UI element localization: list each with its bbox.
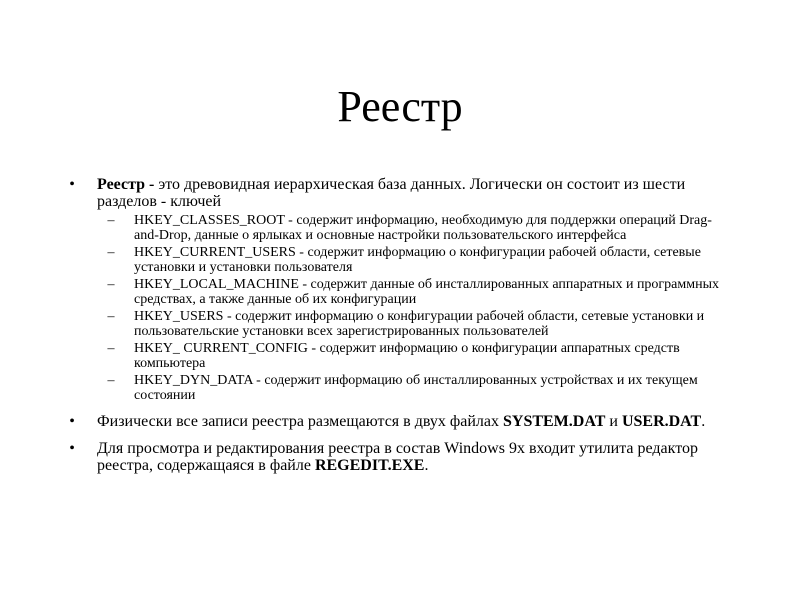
slide-content bbox=[66, 176, 726, 474]
bullet-text bbox=[97, 176, 685, 210]
bullet-text-regular: Для просмотра и редактирования реестра в состав Windows 9x входит утилита редактор реестра, содержащаяся в файле bbox=[97, 440, 698, 474]
subitem-text: HKEY_ CURRENT_CONFIG - содержит информацию о конфигурации аппаратных средств компьютера bbox=[134, 341, 680, 371]
registry-keys-list bbox=[101, 213, 726, 403]
dash-marker: – bbox=[107, 373, 115, 388]
filename-regedit-exe: REGEDIT.EXE bbox=[314, 457, 425, 474]
bullet-text-regular: и bbox=[605, 413, 622, 430]
subitem-hkey-dyn-data bbox=[101, 373, 726, 403]
dash-marker: – bbox=[107, 341, 115, 356]
bullet-text bbox=[97, 440, 698, 474]
subitem-text: HKEY_CURRENT_USERS - содержит информацию о конфигурации рабочей области, сетевые установки и установки пользователя bbox=[134, 245, 701, 275]
filename-system-dat: SYSTEM.DAT bbox=[502, 413, 606, 430]
filename-user-dat: USER.DAT bbox=[621, 413, 702, 430]
bullet-marker: • bbox=[69, 413, 75, 430]
bullet-item-registry-files bbox=[66, 413, 726, 430]
bullet-text bbox=[97, 413, 705, 430]
bullet-item-registry-definition bbox=[66, 176, 726, 403]
subitem-hkey-classes-root bbox=[101, 213, 726, 243]
slide-title: Реестр bbox=[337, 82, 463, 131]
bullet-marker: • bbox=[69, 176, 75, 193]
dash-marker: – bbox=[107, 309, 115, 324]
bullet-text-regular: это древовидная иерархическая база данных. Логически он состоит из шести разделов - ключей bbox=[97, 176, 686, 210]
subitem-text: HKEY_CLASSES_ROOT - содержит информацию, необходимую для поддержки операций Drag-and-Drop, данные о ярлыках и основные настройки пользовательского интерфейса bbox=[134, 213, 712, 243]
subitem-text: HKEY_USERS - содержит информацию о конфигурации рабочей области, сетевые установки и пользовательские установки всех зарегистрированных пользователей bbox=[134, 309, 705, 339]
bullet-text-bold: Реестр - bbox=[97, 176, 159, 193]
bullet-text-regular: Физически все записи реестра размещаются в двух файлах bbox=[97, 413, 503, 430]
dash-marker: – bbox=[107, 213, 115, 228]
subitem-text: HKEY_LOCAL_MACHINE - содержит данные об инсталлированных аппаратных и программных средствах, а также данные об их конфигурации bbox=[134, 277, 720, 307]
dash-marker: – bbox=[107, 277, 115, 292]
subitem-hkey-current-config bbox=[101, 341, 726, 371]
bullet-item-registry-editor bbox=[66, 440, 726, 474]
subitem-hkey-local-machine bbox=[101, 277, 726, 307]
subitem-text: HKEY_DYN_DATA - содержит информацию об инсталлированных устройствах и их текущем состоянии bbox=[134, 373, 698, 403]
subitem-hkey-users bbox=[101, 309, 726, 339]
bullet-text-regular: . bbox=[424, 457, 429, 474]
subitem-hkey-current-users bbox=[101, 245, 726, 275]
bullet-marker: • bbox=[69, 440, 75, 457]
dash-marker: – bbox=[107, 245, 115, 260]
bullet-text-regular: . bbox=[701, 413, 706, 430]
